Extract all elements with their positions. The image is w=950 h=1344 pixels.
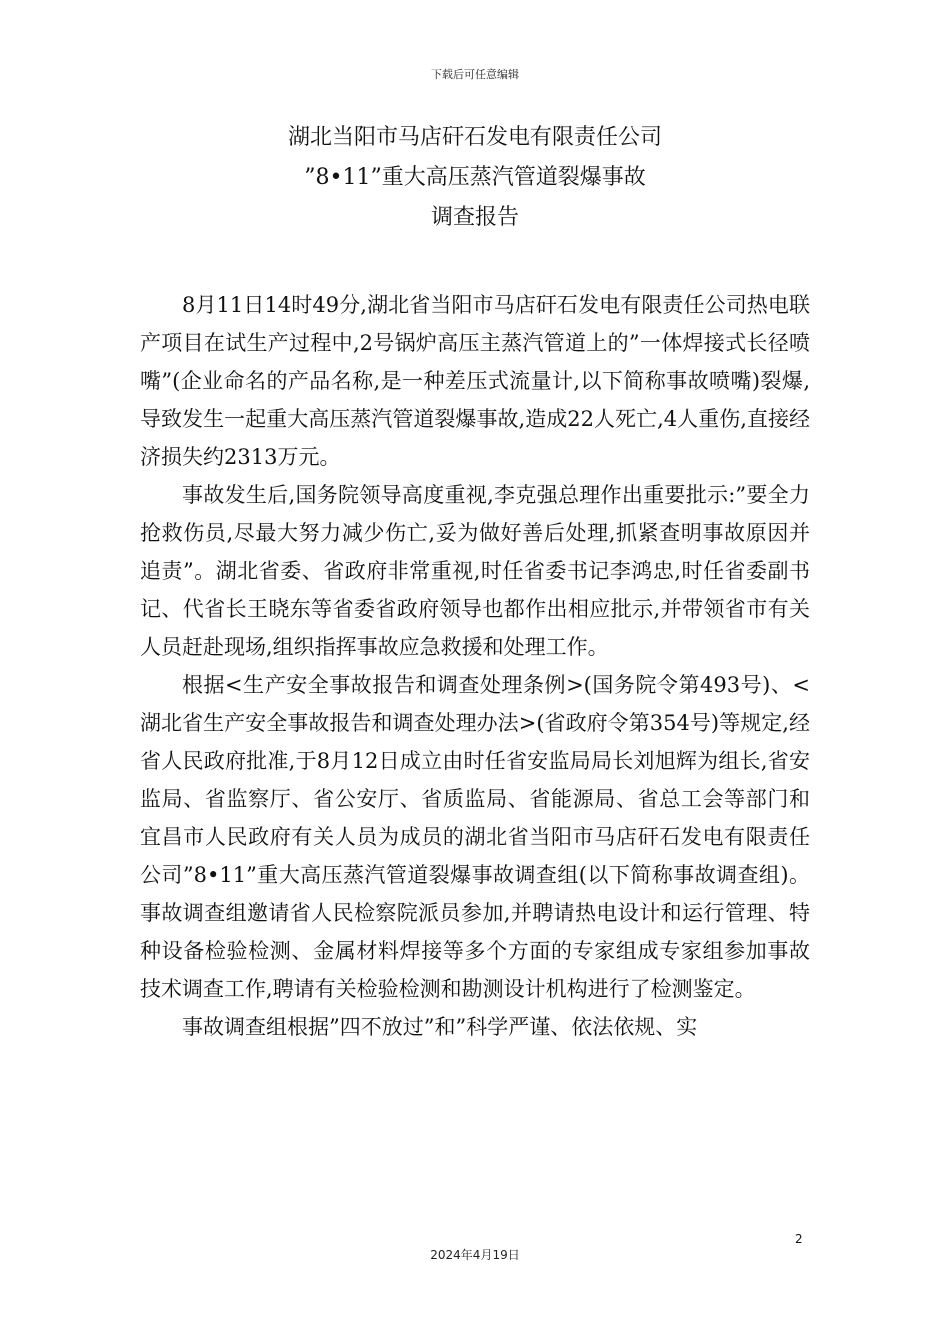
- document-title: [140, 118, 810, 238]
- paragraph-2: 事故发生后,国务院领导高度重视,李克强总理作出重要批示:”要全力抢救伤员,尽最大努力减少伤亡,妥为做好善后处理,抓紧查明事故原因并追责”。湖北省委、省政府非常重视,时任省委书记李鸿忠,时任省委副书记、代省长王晓东等省委省政府领导也都作出相应批示,并带领省市有关人员赶赴现场,组织指挥事故应急救援和处理工作。: [140, 483, 810, 659]
- paragraph-4: 事故调查组根据”四不放过”和”科学严谨、依法依规、实: [182, 1015, 698, 1039]
- footer-date: 2024年4月19日: [430, 1248, 520, 1262]
- paragraph-1: 8月11日14时49分,湖北省当阳市马店矸石发电有限责任公司热电联产项目在试生产过程中,2号锅炉高压主蒸汽管道上的”一体焊接式长径喷嘴”(企业命名的产品名称,是一种差压式流量计,以下简称事故喷嘴)裂爆,导致发生一起重大高压蒸汽管道裂爆事故,造成22人死亡,4人重伤,直接经济损失约2313万元。: [140, 293, 810, 469]
- title-line-1: 湖北当阳市马店矸石发电有限责任公司: [287, 125, 662, 150]
- title-line-3: 调查报告: [430, 205, 519, 230]
- header-note: 下载后可任意编辑: [431, 68, 519, 81]
- page-number: 2: [795, 1232, 803, 1246]
- paragraph-3: 根据<生产安全事故报告和调查处理条例>(国务院令第493号)、<湖北省生产安全事故报告和调查处理办法>(省政府令第354号)等规定,经省人民政府批准,于8月12日成立由时任省安监局局长刘旭辉为组长,省安监局、省监察厅、省公安厅、省质监局、省能源局、省总工会等部门和宜昌市人民政府有关人员为成员的湖北省当阳市马店矸石发电有限责任公司”8•11”重大高压蒸汽管道裂爆事故调查组(以下简称事故调查组)。事故调查组邀请省人民检察院派员参加,并聘请热电设计和运行管理、特种设备检验检测、金属材料焊接等多个方面的专家组成专家组参加事故技术调查工作,聘请有关检验检测和勘测设计机构进行了检测鉴定。: [140, 673, 810, 1001]
- report-body: [140, 286, 810, 1046]
- title-line-2: ”8•11”重大高压蒸汽管道裂爆事故: [304, 165, 646, 190]
